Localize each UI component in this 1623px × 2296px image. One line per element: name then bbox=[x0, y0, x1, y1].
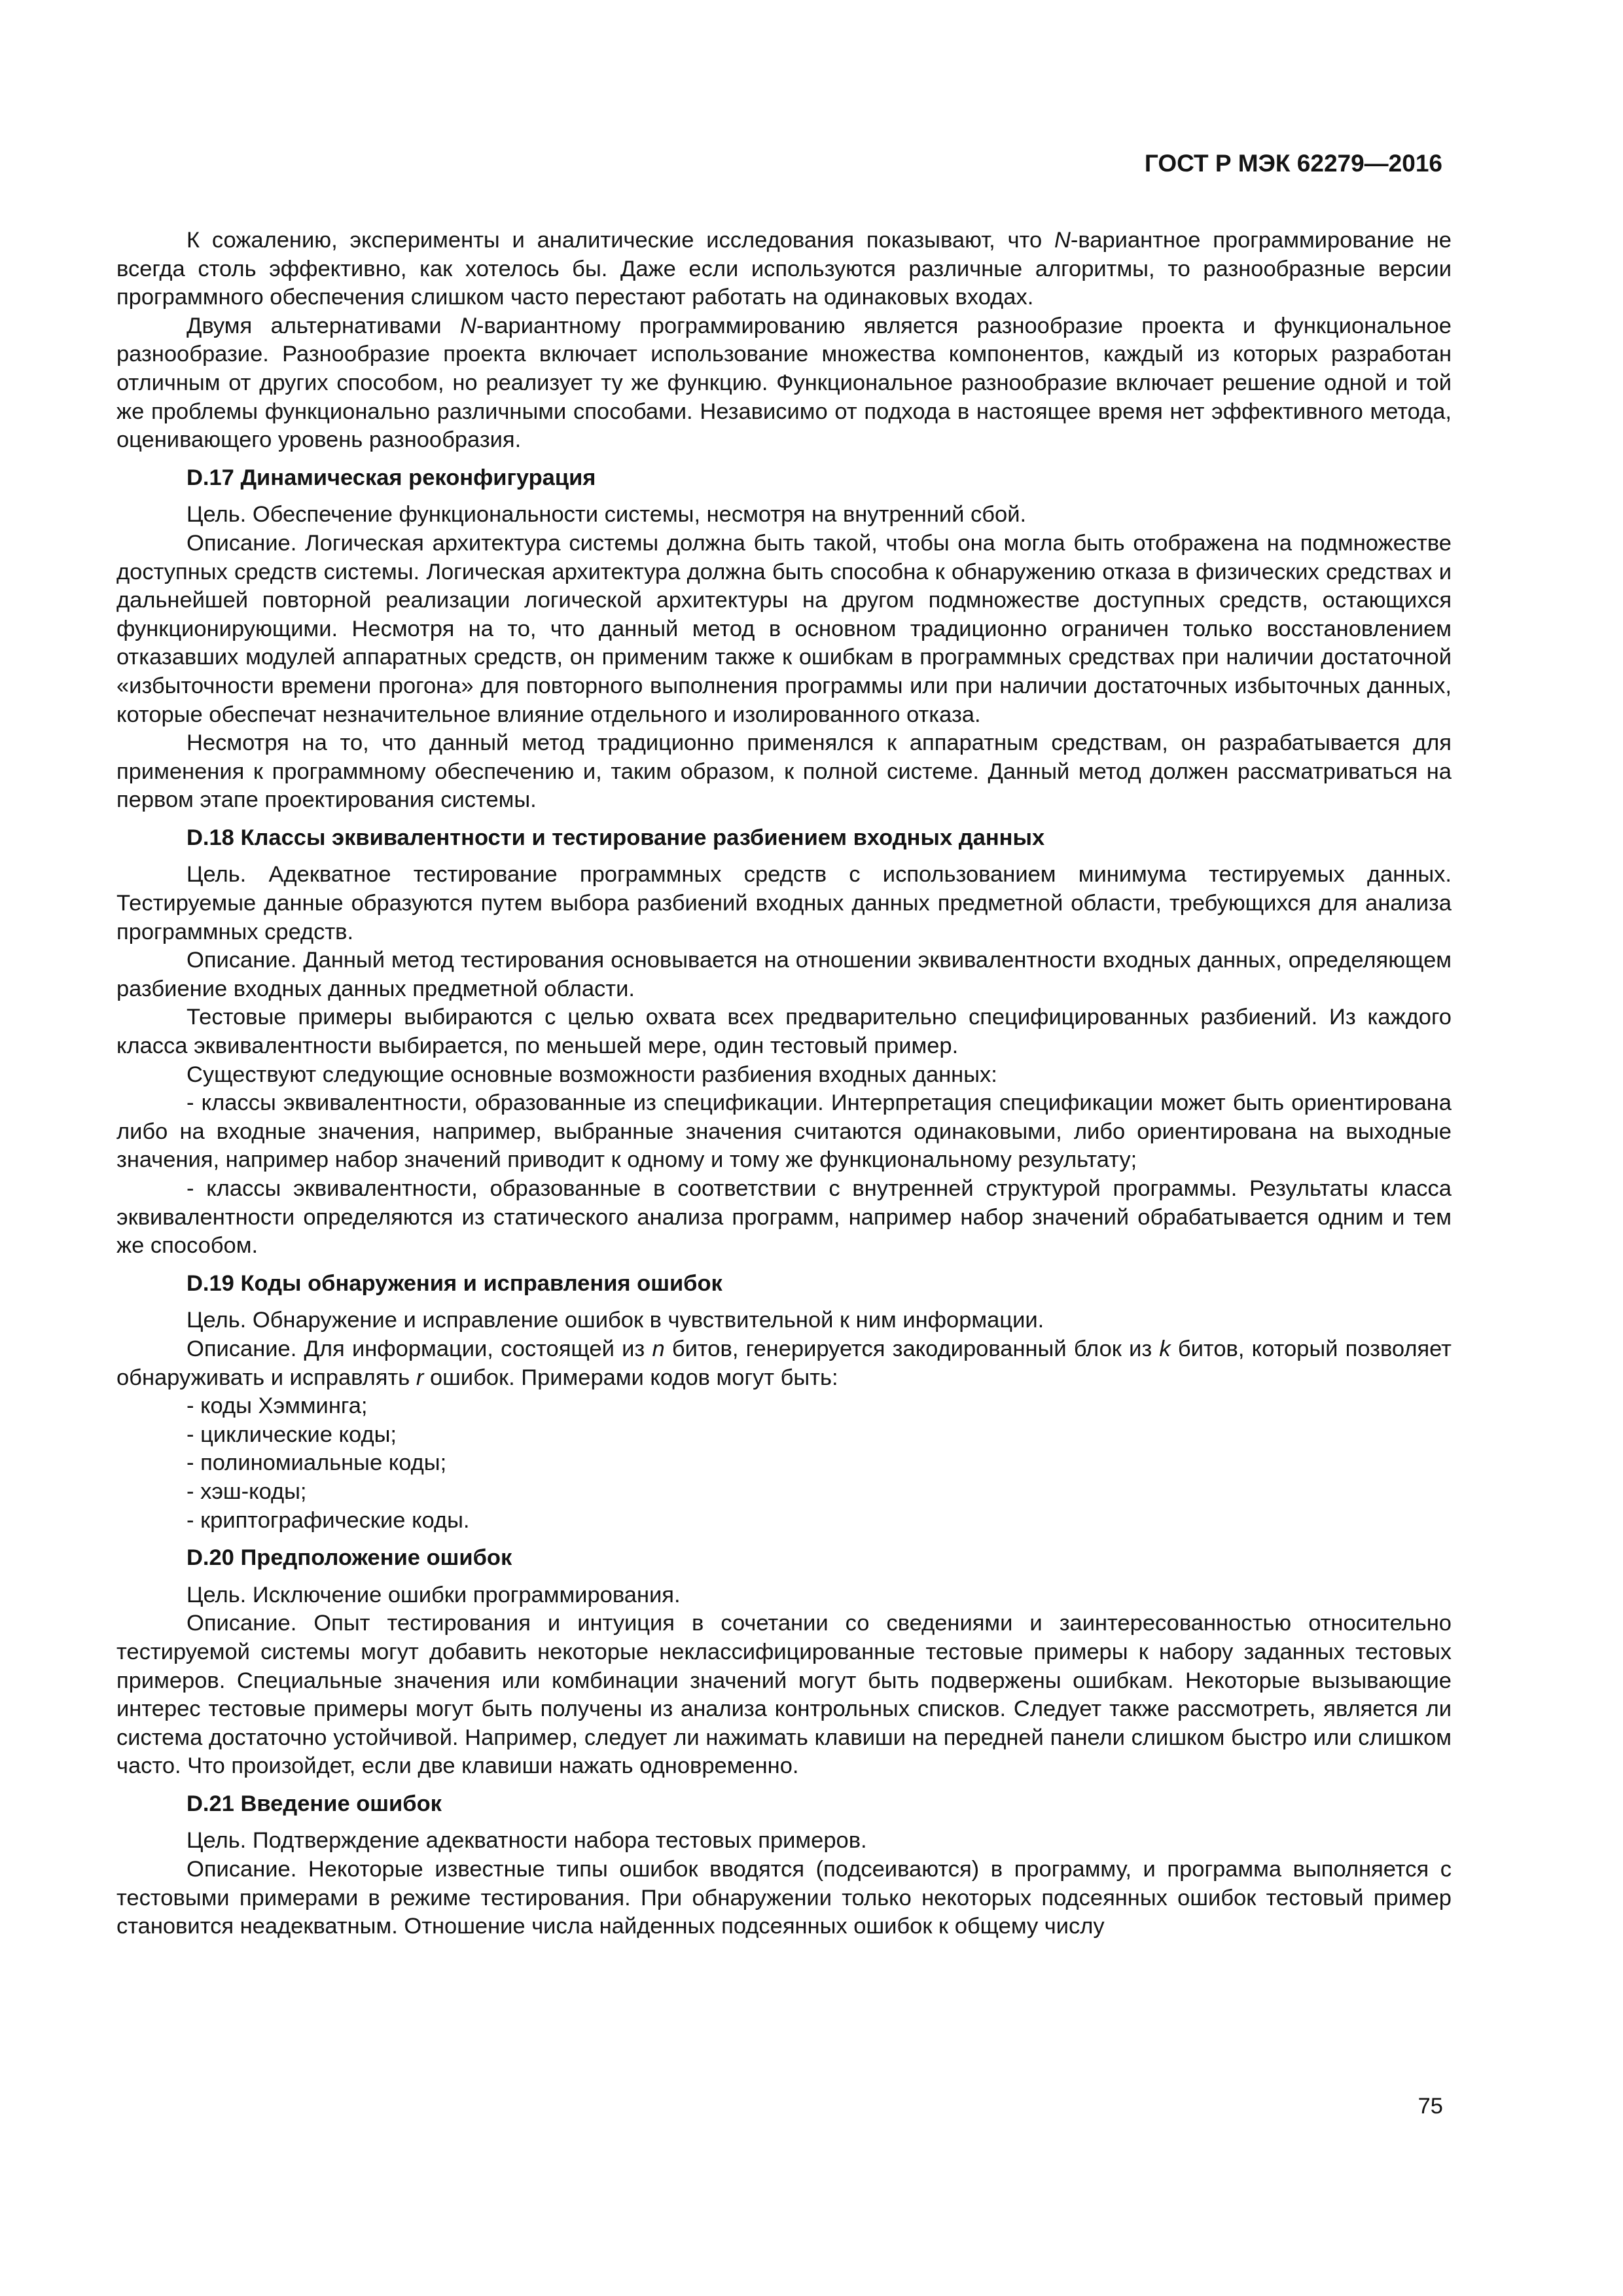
page-number: 75 bbox=[1418, 2094, 1443, 2119]
section-heading-d21: D.21 Введение ошибок bbox=[187, 1791, 442, 1816]
paragraph: Описание. Некоторые известные типы ошибок вводятся (подсеиваются) в программу, и программа выполняется с тестовыми примерами в режиме тестирования. При обнаружении только некоторых подсеянных ошибок тестовый пример становится неадекватным. Отношение числа найденных подсеянных ошибок к общему числу bbox=[116, 1857, 1452, 1939]
list-item: - полиномиальные коды; bbox=[187, 1450, 447, 1476]
paragraph: Цель. Подтверждение адекватности набора тестовых примеров. bbox=[187, 1828, 867, 1854]
paragraph: Цель. Адекватное тестирование программных средств с использованием минимума тестируемых данных. Тестируемые данные образуются путем выбора разбиений входных данных предметной области, требующихся для анализа программных средств. bbox=[116, 862, 1452, 944]
list-item: - циклические коды; bbox=[187, 1422, 397, 1447]
list-item: - коды Хэмминга; bbox=[187, 1393, 368, 1419]
section-heading-d20: D.20 Предположение ошибок bbox=[187, 1545, 512, 1571]
section-heading-d17: D.17 Динамическая реконфигурация bbox=[187, 465, 596, 490]
paragraph: Существуют следующие основные возможности разбиения входных данных: bbox=[187, 1062, 997, 1087]
section-heading-d18: D.18 Классы эквивалентности и тестирование разбиением входных данных bbox=[187, 825, 1045, 850]
paragraph: Двумя альтернативами N-вариантному программированию является разнообразие проекта и функциональное разнообразие. Разнообразие проекта включает использование множества компонентов, каждый из которых разработан отличным от других способом, но реализует ту же функцию. Функциональное разнообразие включает решение одной и той же проблемы функционально различными способами. Независимо от подхода в настоящее время нет эффективного метода, оценивающего уровень разнообразия. bbox=[116, 313, 1452, 453]
paragraph: Описание. Данный метод тестирования основывается на отношении эквивалентности входных данных, определяющем разбиение входных данных предметной области. bbox=[116, 948, 1452, 1001]
list-item: - хэш-коды; bbox=[187, 1479, 307, 1504]
paragraph: Несмотря на то, что данный метод традиционно применялся к аппаратным средствам, он разрабатывается для применения к программному обеспечению и, таким образом, к полной системе. Данный метод должен рассматриваться на первом этапе проектирования системы. bbox=[116, 730, 1452, 813]
paragraph: Цель. Обнаружение и исправление ошибок в чувствительной к ним информации. bbox=[187, 1308, 1044, 1333]
standard-header: ГОСТ Р МЭК 62279—2016 bbox=[1144, 150, 1442, 177]
paragraph: Цель. Обеспечение функциональности системы, несмотря на внутренний сбой. bbox=[187, 502, 1027, 528]
paragraph: Цель. Исключение ошибки программирования. bbox=[187, 1582, 681, 1607]
list-item: - классы эквивалентности, образованные из спецификации. Интерпретация спецификации может быть ориентирована либо на входные значения, например, выбранные значения считаются одинаковыми, либо ориентирована на выходные значения, например набор значений приводит к одному и тому же функциональному результату; bbox=[116, 1090, 1452, 1173]
list-item: - классы эквивалентности, образованные в соответствии с внутренней структурой программы. Результаты класса эквивалентности определяются из статического анализа программ, например набор значений обрабатывается одним и тем же способом. bbox=[116, 1176, 1452, 1259]
paragraph: Тестовые примеры выбираются с целью охвата всех предварительно специфицированных разбиений. Из каждого класса эквивалентности выбирается, по меньшей мере, один тестовый пример. bbox=[116, 1005, 1452, 1059]
paragraph: Описание. Логическая архитектура системы должна быть такой, чтобы она могла быть отображена на подмножестве доступных средств системы. Логическая архитектура должна быть способна к обнаружению отказа в физических средствах и дальнейшей повторной реализации логической архитектуры на другом подмножестве доступных средств, остающихся функционирующими. Несмотря на то, что данный метод в основном традиционно ограничен только восстановлением отказавших модулей аппаратных средств, он применим также к ошибкам в программных средствах при наличии достаточной «избыточности времени прогона» для повторного выполнения программы или при наличии достаточных избыточных данных, которые обеспечат незначительное влияние отдельного и изолированного отказа. bbox=[116, 530, 1452, 727]
paragraph: К сожалению, эксперименты и аналитические исследования показывают, что N-вариантное программирование не всегда столь эффективно, как хотелось бы. Даже если используются различные алгоритмы, то разнообразные версии программного обеспечения слишком часто перестают работать на одинаковых входах. bbox=[116, 228, 1452, 310]
paragraph: Описание. Опыт тестирования и интуиция в сочетании со сведениями и заинтересованностью относительно тестируемой системы могут добавить некоторые неклассифицированные тестовые примеры к набору заданных тестовых примеров. Специальные значения или комбинации значений могут быть подвержены ошибкам. Некоторые вызывающие интерес тестовые примеры могут быть получены из анализа контрольных списков. Следует также рассмотреть, является ли система достаточно устойчивой. Например, следует ли нажимать клавиши на передней панели слишком быстро или слишком часто. Что произойдет, если две клавиши нажать одновременно. bbox=[116, 1611, 1452, 1779]
paragraph: Описание. Для информации, состоящей из n битов, генерируется закодированный блок из k битов, который позволяет обнаруживать и исправлять r ошибок. Примерами кодов могут быть: bbox=[116, 1336, 1452, 1390]
page-body bbox=[116, 226, 1452, 1941]
section-heading-d19: D.19 Коды обнаружения и исправления ошибок bbox=[187, 1270, 722, 1296]
list-item: - криптографические коды. bbox=[187, 1507, 470, 1533]
